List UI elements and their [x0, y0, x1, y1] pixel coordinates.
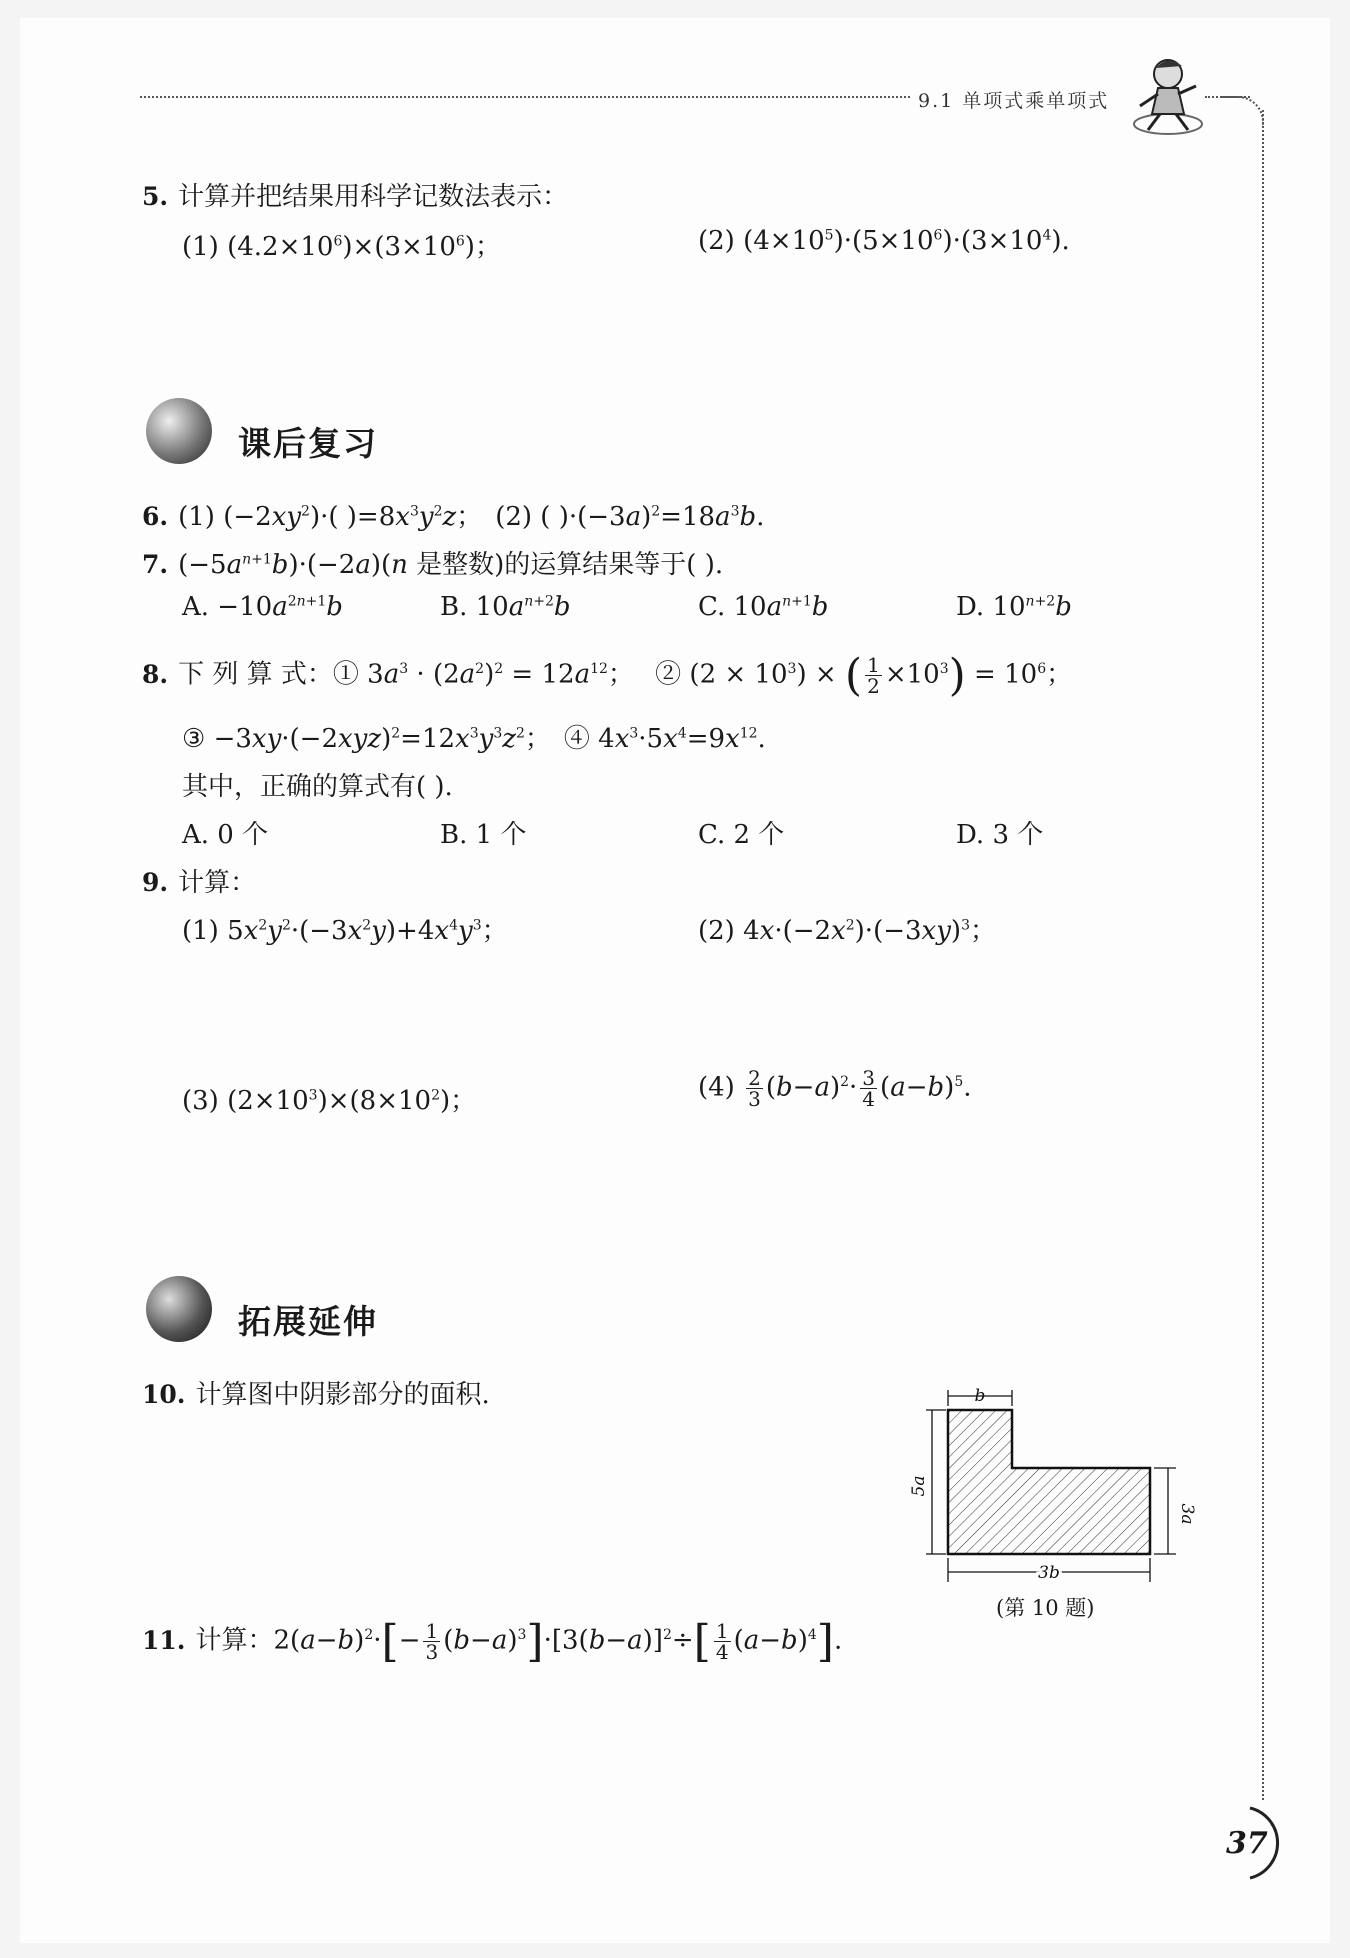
question-9-part-3: (3) $(2\times 10^3)\times(8\times 10^2)$； [182, 1086, 477, 1116]
cartoon-mascot-icon [1128, 52, 1206, 138]
header-section-title: 9.1 单项式乘单项式 [918, 90, 1110, 112]
option-7c: C. $10a^{n+1}b$ [698, 592, 829, 622]
side-rule [1262, 110, 1264, 1800]
question-10: 10. 计算图中阴影部分的面积. [142, 1380, 490, 1410]
question-5-part-2: (2) $(4\times 10^5)\cdot(5\times 10^6)\cdot(3\times 10^4)$. [698, 226, 1070, 256]
option-8c: C. 2 个 [698, 820, 785, 850]
question-5: 5. 计算并把结果用科学记数法表示： [142, 182, 569, 212]
question-9: 9. 计算： [142, 868, 257, 898]
option-8b: B. 1 个 [440, 820, 527, 850]
globe-icon [146, 398, 212, 464]
label-3b: 3b [1038, 1563, 1060, 1583]
header-rule [140, 96, 910, 98]
section-title-review: 课后复习 [238, 424, 378, 463]
option-7b: B. $10a^{n+2}b$ [440, 592, 571, 622]
figure-caption: (第 10 题) [996, 1596, 1095, 1620]
network-globe-icon [146, 1276, 212, 1342]
option-8a: A. 0 个 [182, 820, 269, 850]
section-title-extension: 拓展延伸 [238, 1302, 378, 1341]
question-11: 11. 计算：$2(a-b)^2\cdot[-$ $\frac{1}{3}$ $(b-a)^3]\cdot[3(b-a)]^2\div$[ $\frac{1}{4}$ $(a-b)^4$]. [142, 1616, 843, 1667]
question-6: 6. (1) $(-2xy^2)\cdot$( )$=8x^3y^2z$； (2) ( )$\cdot(-3a)^2=18a^3b$. [142, 502, 765, 532]
question-5-part-1: (1) $(4.2\times 10^6)\times(3\times 10^6)$； [182, 232, 501, 262]
label-5a: 5a [909, 1475, 929, 1497]
option-8d: D. 3 个 [956, 820, 1044, 850]
label-b: b [974, 1386, 986, 1406]
question-9-part-1: (1) $5x^2y^2\cdot(-3x^2y)+4x^4y^3$； [182, 916, 508, 946]
option-7d: D. $10^{n+2}b$ [956, 592, 1072, 622]
question-7: 7. $(-5a^{n+1}b)\cdot(-2a)(n$ 是整数)的运算结果等于( ). [142, 550, 724, 580]
question-9-part-4: (4) $\frac{2}{3}$ $(b-a)^2\cdot$ $\frac{3}{4}$ $(a-b)^5$. [698, 1066, 972, 1111]
question-8: 8. 下 列 算 式：① $3a^3 \cdot (2a^2)^2 = 12a^{12}$； ② $(2 \times 10^3)$ × ( $\frac{1}{2}$ $\times 10^3) = 10^6$； [142, 650, 1073, 701]
page-number: 37 [1226, 1826, 1268, 1861]
option-7a: A. $-10a^{2n+1}b$ [182, 592, 343, 622]
question-8-items: ③ $-3xy\cdot(-2xyz)^2=12x^3y^3z^2$； ④ $4x^3\cdot 5x^4=9x^{12}$. [182, 724, 766, 754]
question-8-tail: 其中，正确的算式有( ). [182, 772, 453, 802]
label-3a: 3a [1177, 1503, 1197, 1525]
shaded-region-figure [909, 1386, 1197, 1590]
question-9-part-2: (2) $4x\cdot(-2x^2)\cdot(-3xy)^3$； [698, 916, 996, 946]
